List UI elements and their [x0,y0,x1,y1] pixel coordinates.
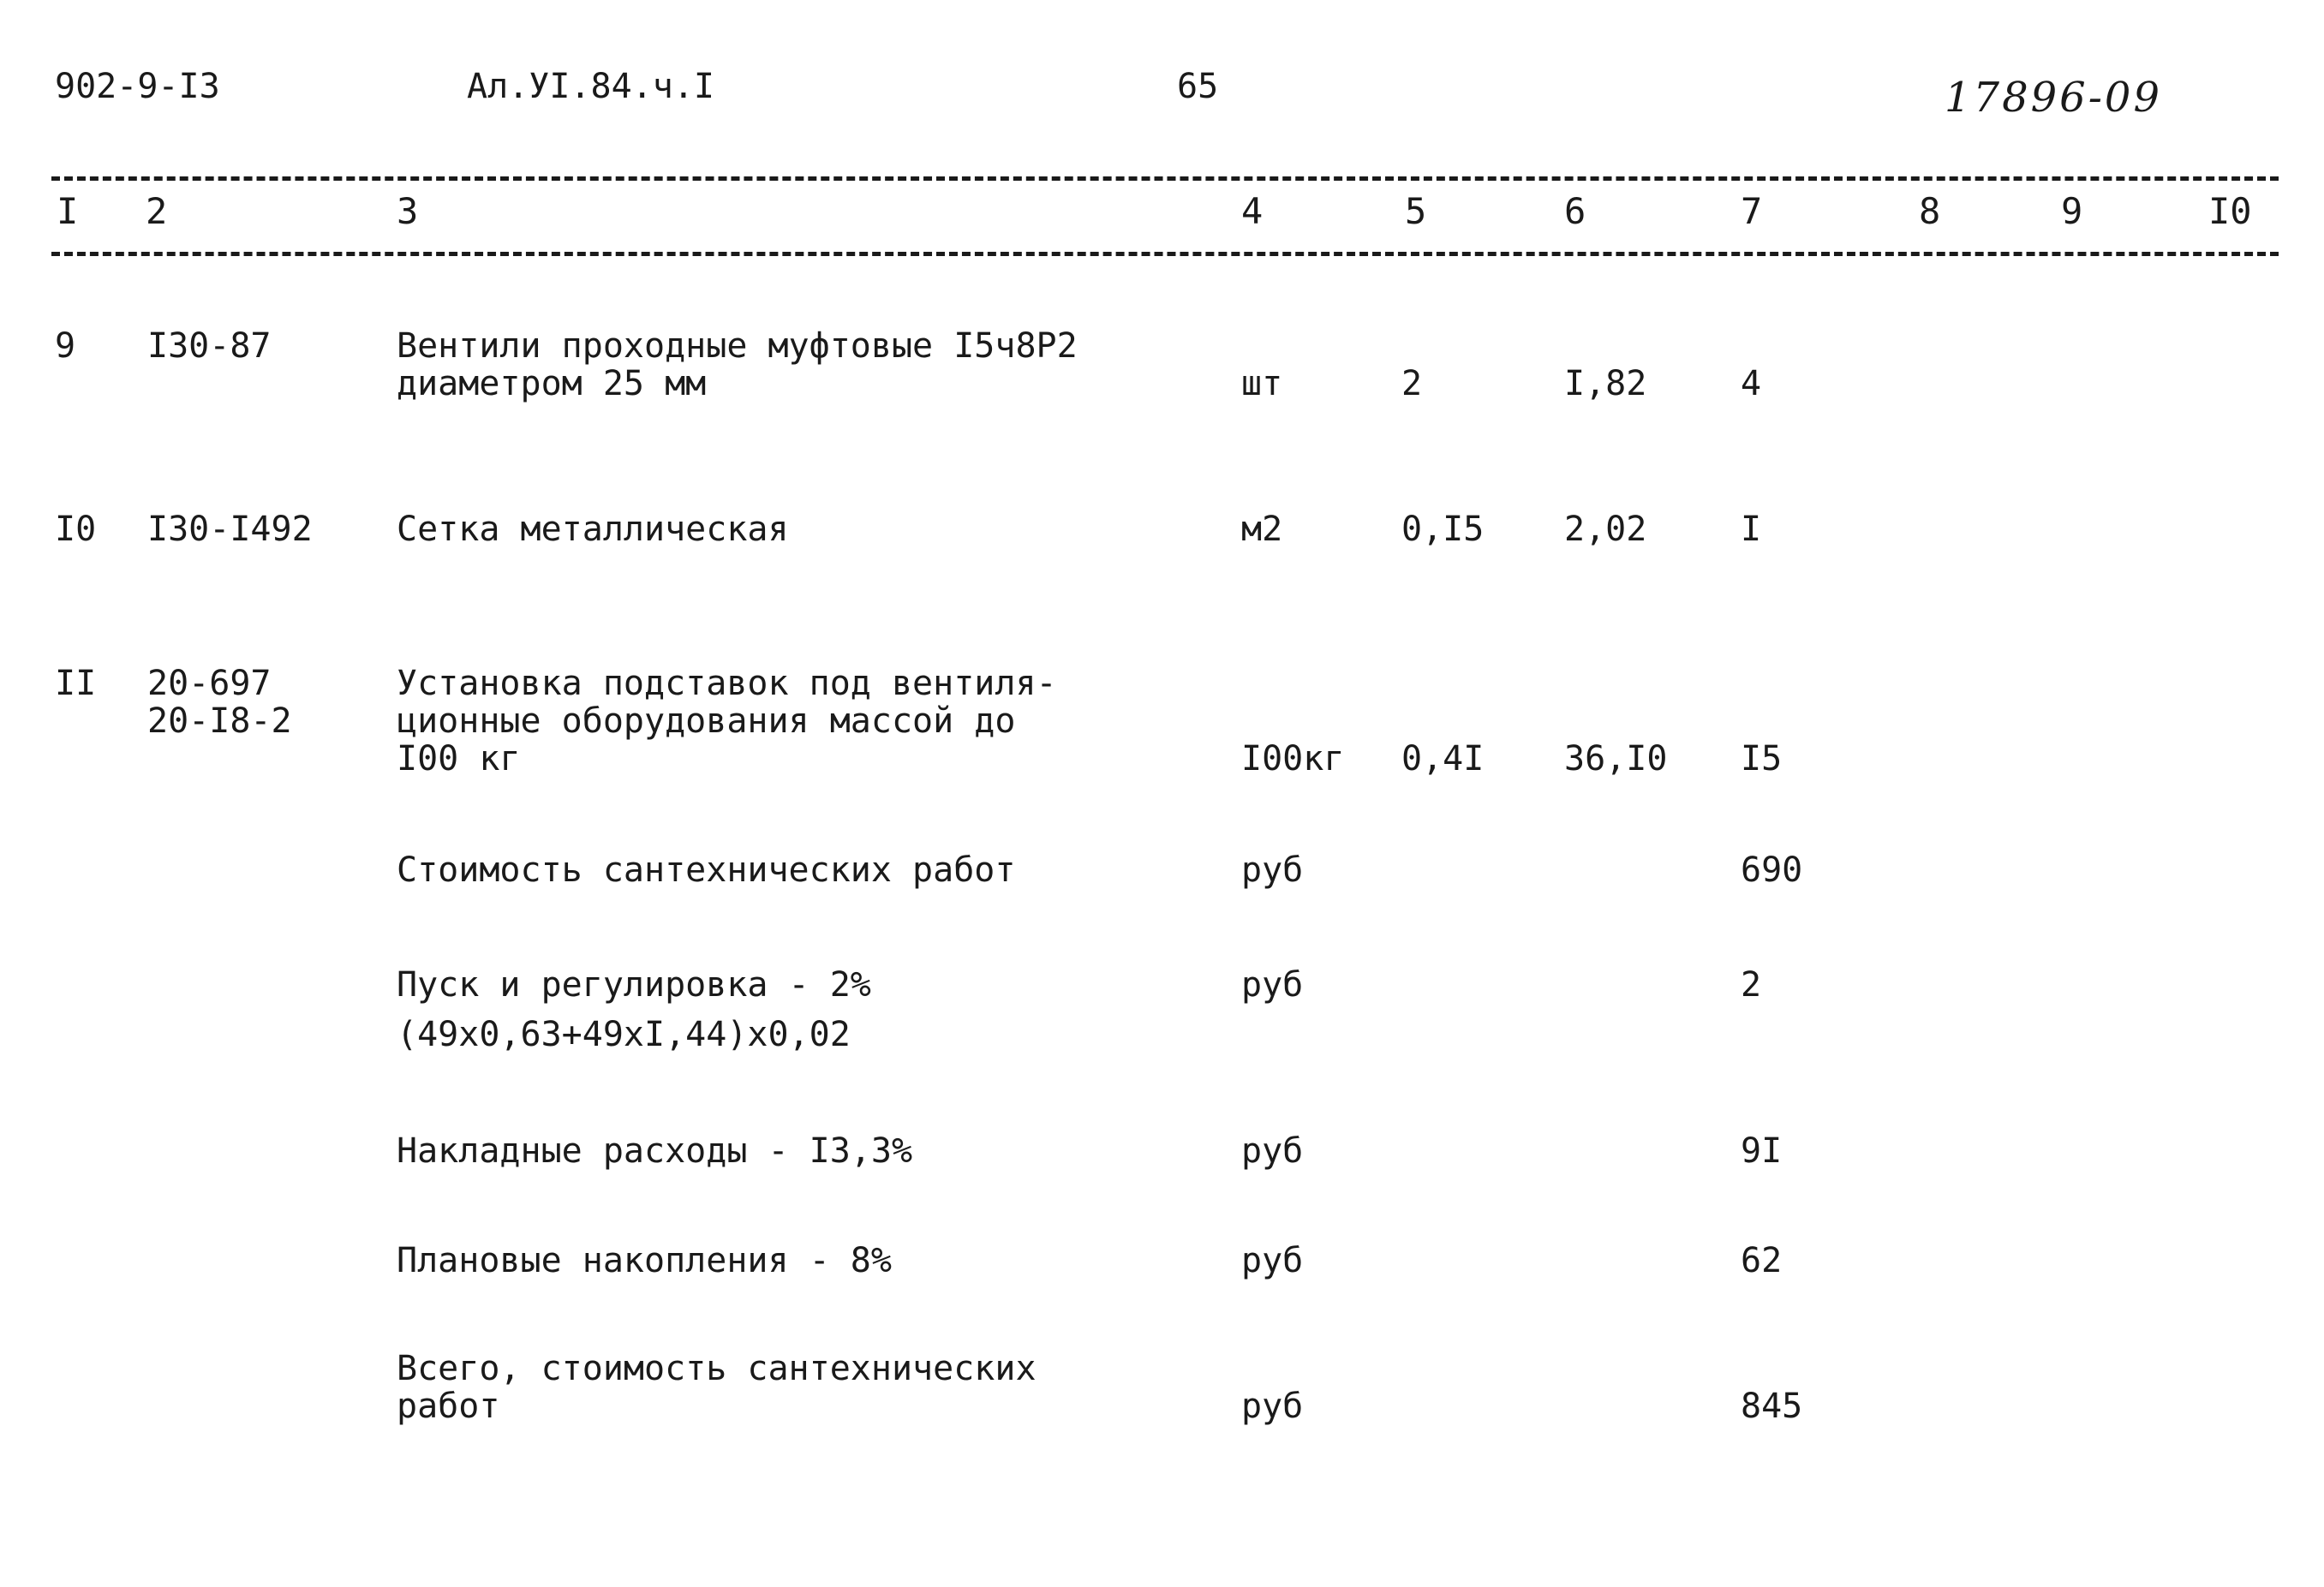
summary-total: 9I [1741,1131,1783,1171]
unit-price: I,82 [1564,364,1647,403]
archive-number: 17896-09 [1945,74,2162,122]
estimate-code: 20-697 20-I8-2 [147,664,292,741]
summary-total: 690 [1741,850,1803,890]
column-number-8: 8 [1919,190,1941,232]
column-number-7: 7 [1741,190,1763,232]
row-number: II [55,664,97,703]
estimate-code: I30-87 [147,326,272,366]
column-number-9: 9 [2061,190,2083,232]
column-number-5: 5 [1405,190,1427,232]
unit: м2 [1241,510,1283,549]
project-code: 902-9-I3 [55,67,220,106]
summary-total: 62 [1741,1241,1783,1280]
header-bottom-divider [51,252,2279,256]
column-number-10: I0 [2208,190,2252,232]
column-number-2: 2 [146,190,168,232]
column-number-1: I [57,190,79,232]
unit: шт [1241,364,1283,403]
summary-total: 2 [1741,965,1762,1005]
summary-total: 845 [1741,1387,1803,1426]
work-description: Установка подставок под вентиля- ционные оборудования массой до I00 кг [397,664,1057,779]
summary-label: Плановые накопления - 8% [397,1241,892,1280]
work-description: Вентили проходные муфтовые I5ч8Р2 диаметром 25 мм [397,326,1078,403]
album-reference: Ал.УI.84.ч.I [467,67,714,106]
unit-price: 2,02 [1564,510,1647,549]
summary-unit: руб [1241,1131,1304,1171]
summary-formula: (49x0,63+49xI,44)x0,02 [397,1015,851,1054]
quantity: 0,I5 [1401,510,1485,549]
total-cost: I [1741,510,1762,549]
quantity: 0,4I [1401,739,1485,779]
total-cost: 4 [1741,364,1762,403]
column-number-4: 4 [1241,190,1264,232]
column-number-6: 6 [1564,190,1586,232]
summary-unit: руб [1241,850,1304,890]
row-number: I0 [55,510,97,549]
page-number: 65 [1177,67,1219,106]
quantity: 2 [1401,364,1423,403]
summary-label: Пуск и регулировка - 2% [397,965,871,1005]
summary-unit: руб [1241,965,1304,1005]
total-cost: I5 [1741,739,1783,779]
header-top-divider [51,176,2279,181]
summary-unit: руб [1241,1387,1304,1426]
unit: I00кг [1241,739,1345,779]
work-description: Сетка металлическая [397,510,789,549]
summary-unit: руб [1241,1241,1304,1280]
summary-label: Всего, стоимость сантехнических работ [397,1349,1037,1426]
row-number: 9 [55,326,76,366]
column-number-3: 3 [397,190,419,232]
summary-label: Накладные расходы - I3,3% [397,1131,913,1171]
estimate-code: I30-I492 [147,510,313,549]
unit-price: 36,I0 [1564,739,1668,779]
summary-label: Стоимость сантехнических работ [397,850,1016,890]
